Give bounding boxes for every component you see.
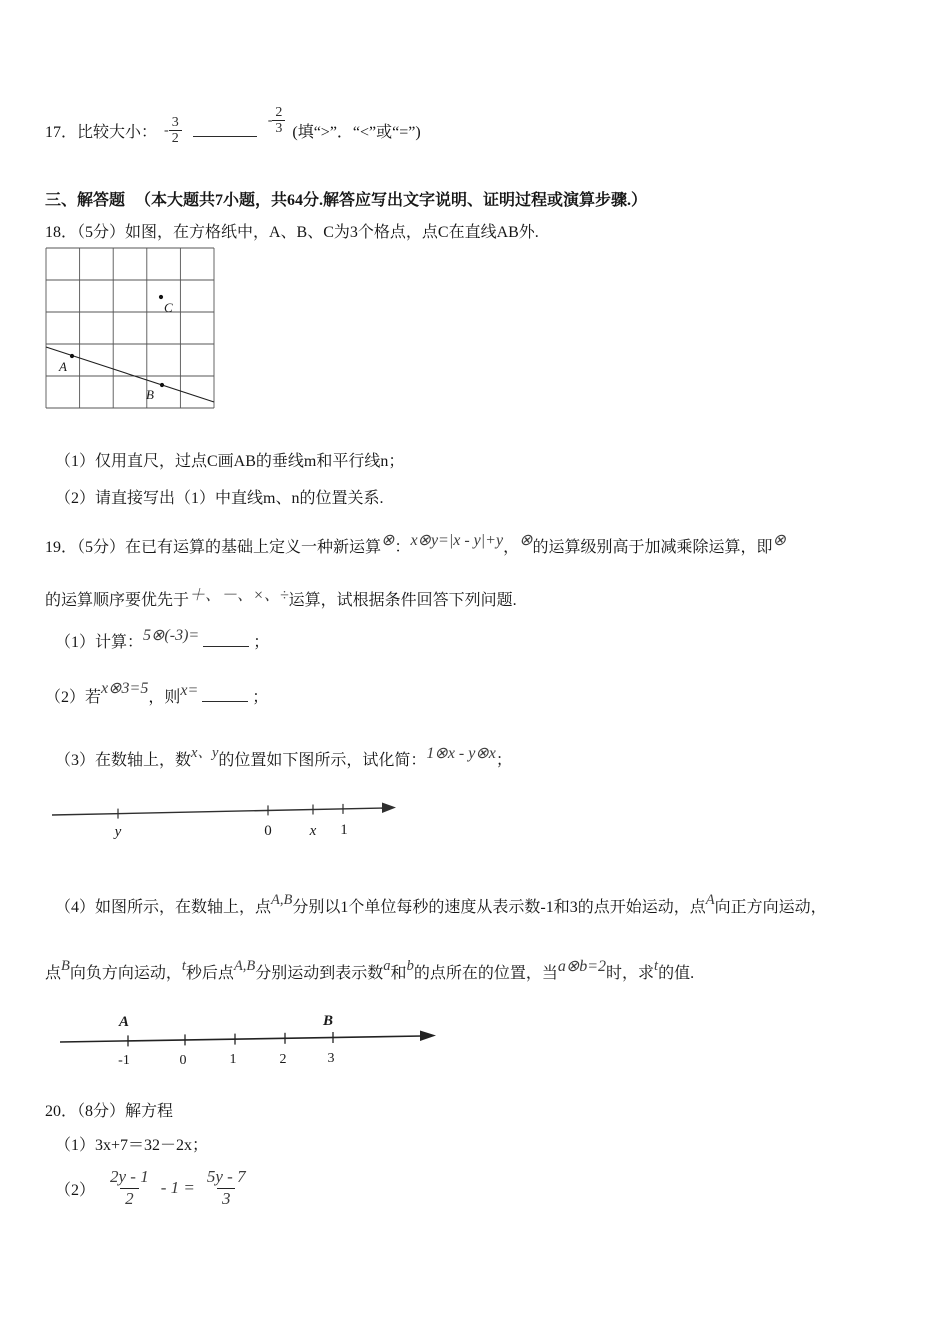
q19-stem-line1	[45, 534, 786, 557]
q20-part1-text: （1）3x+7＝32－2x；	[55, 1137, 209, 1154]
numberline2-tick-1: 1	[229, 1052, 237, 1067]
numberline1-axis	[52, 808, 384, 815]
label-c: C	[164, 300, 173, 315]
number-line-2	[56, 1010, 448, 1074]
q19-p3-mid: 的位置如下图所示，试化简：	[218, 752, 427, 769]
q19-p4-var-t: t	[181, 958, 186, 974]
q19-part4-line1	[55, 894, 827, 917]
point-c	[159, 295, 163, 299]
q19-p4-l2g: 时，求	[606, 965, 655, 982]
otimes-symbol: ⊗	[772, 532, 786, 549]
q19-part2	[45, 680, 269, 707]
q19-p4-point-a: A	[705, 892, 715, 908]
q18-stem	[45, 219, 539, 242]
section3-desc: （本大题共7小题，共64分.解答应写出文字说明、证明过程或演算步骤.）	[135, 192, 648, 209]
q19-p4-l2e: 和	[390, 965, 407, 982]
q19-p4-points-ab: A,B	[271, 892, 293, 908]
q17-frac2-stack	[272, 105, 285, 137]
label-b: B	[146, 387, 154, 402]
q17-fraction-1	[164, 115, 182, 147]
q19-p3-label: （3）在数轴上，数	[55, 752, 192, 769]
label-a: A	[59, 359, 67, 374]
q17-frac2-sign: -	[267, 112, 273, 128]
q20-eq-middle: - 1 =	[160, 1178, 195, 1197]
q18-stem-text: 18．（5分）如图，在方格纸中，A、B、C为3个格点，点C在直线AB外.	[45, 224, 539, 241]
q19-p2-semi: ；	[252, 689, 269, 706]
q19-part3	[55, 747, 512, 770]
q19-def-formula: x⊗y=|x - y|+y	[410, 532, 504, 549]
point-b	[160, 383, 164, 387]
q19-p4-l1b: 分别以1个单位每秒的速度从表示数-1和3的点开始运动，点	[292, 899, 706, 916]
q19-p4-l1c: 向正方向运动，	[714, 899, 827, 916]
numberline2-tick-2: 2	[279, 1052, 287, 1067]
numberline1-arrowhead	[382, 803, 396, 814]
numberline2-tick-3: 3	[327, 1051, 335, 1066]
number-line-1	[48, 792, 400, 842]
otimes-symbol: ⊗	[381, 532, 395, 549]
numberline2-label-b: B	[322, 1013, 334, 1029]
grid-figure	[45, 247, 215, 409]
q19-stem2b: 运算，试根据条件回答下列问题.	[288, 592, 517, 609]
section3-header	[45, 187, 647, 210]
point-a	[70, 354, 74, 358]
q19-p4-l2b: 向负方向运动，	[69, 965, 182, 982]
q19-p4-l2a: 点	[45, 965, 62, 982]
numberline1-label-y: y	[114, 824, 122, 840]
section3-title: 三、解答题	[45, 192, 126, 209]
q19-stem2a: 的运算顺序要优先于	[45, 592, 190, 609]
q17-frac1-num: 3	[171, 115, 179, 130]
q19-p3-vars: x、y	[191, 745, 219, 761]
q17-answer-blank	[193, 122, 257, 137]
q18-part1	[55, 448, 404, 471]
q20-part2	[55, 1162, 251, 1214]
q19-p4-l2h: 的值.	[658, 965, 695, 982]
numberline2-axis	[60, 1036, 422, 1042]
q19-stem1a: 19．（5分）在已有运算的基础上定义一种新运算	[45, 539, 382, 556]
q20-part2-label: （2）	[55, 1181, 96, 1199]
q19-p2-label: （2）若	[45, 689, 102, 706]
numberline2-tick-0: 0	[179, 1053, 187, 1068]
q19-p4-var-t2: t	[654, 958, 659, 974]
numberline1-label-0: 0	[264, 823, 272, 839]
q20-frac2-num: 5y - 7	[206, 1166, 246, 1186]
q20-part1	[55, 1132, 208, 1155]
q19-stem-line2	[45, 587, 517, 610]
q18-part2	[55, 485, 383, 508]
q20-stem-text: 20．（8分）解方程	[45, 1103, 174, 1120]
q19-part1	[55, 629, 269, 652]
q17-frac2-num: 2	[275, 105, 283, 120]
q20-fraction-2	[202, 1167, 251, 1209]
q19-p4-l1a: （4）如图所示，在数轴上，点	[55, 899, 272, 916]
q20-frac1-den: 2	[120, 1188, 139, 1210]
q19-colon: ：	[394, 539, 411, 556]
q17-fraction-2	[268, 105, 286, 137]
q19-p4-var-a: a	[383, 958, 391, 974]
q20-stem	[45, 1098, 173, 1121]
q20-frac1-num: 2y - 1	[110, 1166, 149, 1186]
q17-hint: (填“>”．“<”或“=”)	[292, 123, 421, 141]
q19-comma: ，	[503, 539, 520, 556]
otimes-symbol: ⊗	[519, 532, 533, 549]
q19-operators: ＋、－、×、÷	[189, 587, 289, 604]
q17-frac1-den: 2	[169, 130, 182, 146]
q17-prefix: 17．比较大小：	[45, 123, 158, 141]
q20-frac2-den: 3	[217, 1188, 236, 1210]
q19-p2-formula: x⊗3=5	[101, 680, 149, 697]
numberline2-arrowhead	[420, 1031, 436, 1042]
q19-p1-blank	[203, 632, 249, 647]
q19-p4-formula: a⊗b=2	[557, 958, 607, 975]
q19-p2-xeq: x=	[180, 682, 199, 699]
numberline2-tick-neg1: -1	[118, 1053, 130, 1068]
q19-p3-formula: 1⊗x - y⊗x	[426, 745, 496, 762]
q17-frac2-den: 3	[272, 120, 285, 136]
q19-p4-var-b: b	[406, 958, 414, 974]
q19-p1-formula: 5⊗(-3)=	[143, 627, 200, 644]
q19-stem1b: 的运算级别高于加减乘除运算，即	[532, 539, 773, 556]
q19-p3-semi: ；	[495, 752, 512, 769]
q19-p2-blank	[202, 687, 248, 702]
q19-p4-point-b: B	[61, 958, 70, 974]
numberline1-label-1: 1	[340, 822, 348, 838]
q18-part1-text: （1）仅用直尺，过点C画AB的垂线m和平行线n；	[55, 453, 405, 470]
q17-frac1-sign: -	[164, 122, 169, 138]
q20-fraction-1	[105, 1167, 154, 1209]
q17-frac1-stack	[169, 115, 182, 147]
q19-part4-line2	[45, 960, 694, 983]
q19-p2-mid: ，则	[148, 689, 181, 706]
q19-p4-l2c: 秒后点	[185, 965, 234, 982]
q19-p4-l2f: 的点所在的位置，当	[413, 965, 558, 982]
q19-p4-l2d: 分别运动到表示数	[255, 965, 384, 982]
q19-p4-points-ab2: A,B	[233, 958, 256, 974]
numberline2-label-a: A	[118, 1014, 130, 1030]
q19-p1-label: （1）计算：	[55, 634, 144, 651]
grid-lines	[46, 248, 214, 408]
q18-part2-text: （2）请直接写出（1）中直线m、n的位置关系.	[55, 490, 384, 507]
numberline1-label-x: x	[309, 823, 317, 839]
q17-line	[45, 105, 421, 150]
q19-p1-semi: ；	[253, 634, 270, 651]
